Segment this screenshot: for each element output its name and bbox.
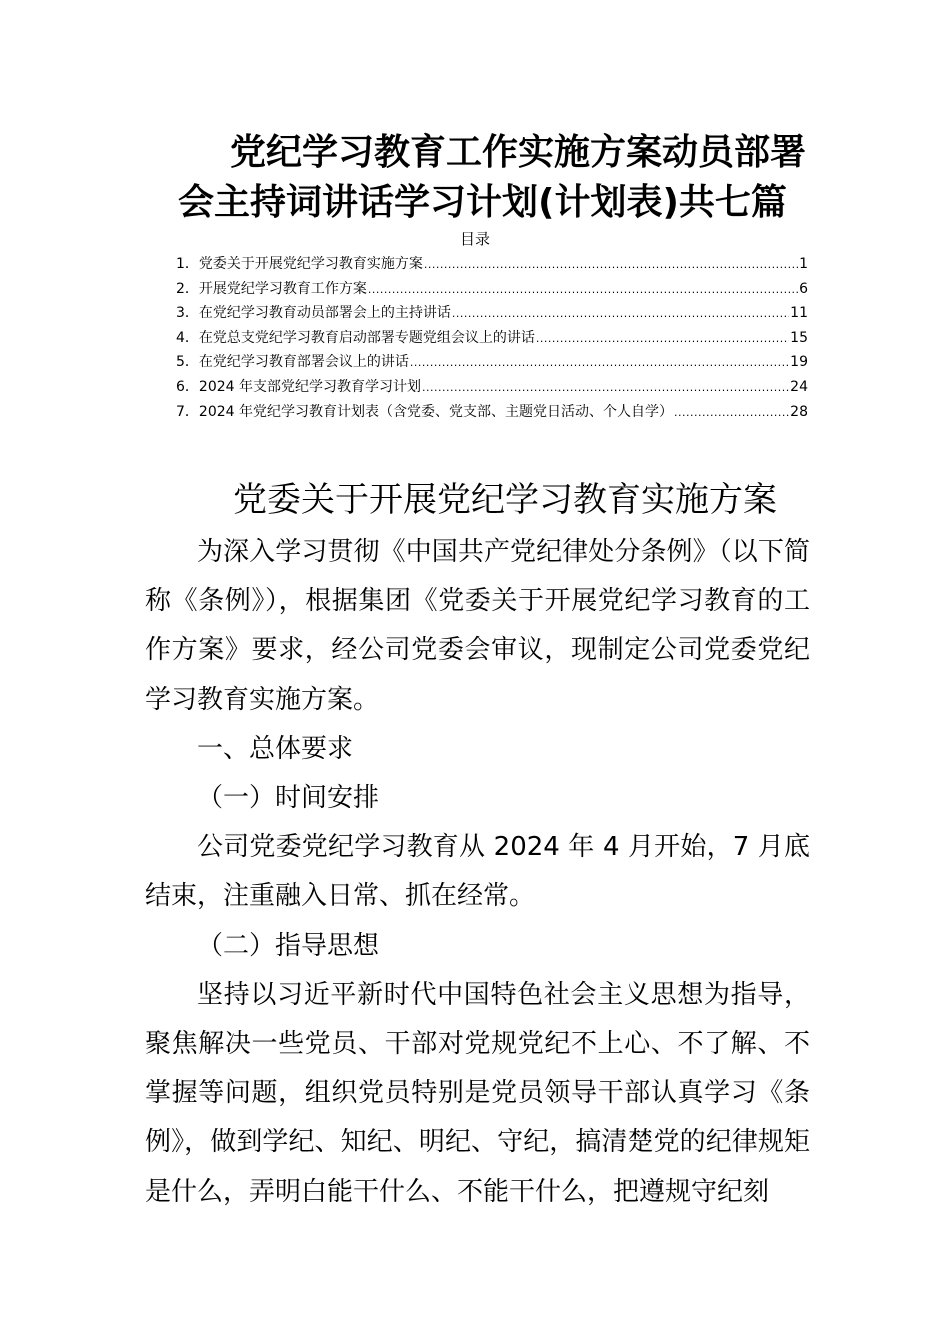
document-title-line-1: 党纪学习教育工作实施方案动员部署 [230, 132, 807, 173]
subheading-guiding-thought: （二）指导思想 [197, 930, 380, 961]
toc-item-4[interactable] [176, 326, 808, 351]
toc-item-page: 19 [790, 354, 808, 371]
schedule-paragraph: 公司党委党纪学习教育从 2024 年 4 月开始，7 月底结束，注重融入日常、抓在经常。 [145, 832, 810, 912]
toc-item-2[interactable] [176, 277, 808, 302]
toc-item-text: 4．在党总支党纪学习教育启动部署专题党组会议上的讲话 [176, 329, 535, 346]
toc-item-text: 6．2024 年支部党纪学习教育学习计划 [176, 378, 421, 395]
toc-leader-dots [422, 376, 789, 400]
guiding-thought-paragraph: 坚持以习近平新时代中国特色社会主义思想为指导，聚焦解决一些党员、干部对党规党纪不上心、不了解、不掌握等问题，组织党员特别是党员领导干部认真学习《条例》，做到学纪、知纪、明纪、守纪，搞清楚党的纪律规矩是什么，弄明白能干什么、不能干什么，把遵规守纪刻 [145, 979, 810, 1207]
toc-item-7[interactable] [176, 400, 808, 425]
toc-heading: 目录 [459, 230, 490, 248]
toc-leader-dots [674, 401, 789, 425]
toc-item-6[interactable] [176, 375, 808, 400]
section-title: 党委关于开展党纪学习教育实施方案 [233, 480, 777, 520]
toc-item-1[interactable] [176, 252, 808, 277]
intro-paragraph: 为深入学习贯彻《中国共产党纪律处分条例》（以下简称《条例》），根据集团《党委关于开展党纪学习教育的工作方案》要求，经公司党委会审议，现制定公司党委党纪学习教育实施方案。 [145, 537, 810, 715]
toc-item-page: 1 [799, 256, 808, 272]
toc-leader-dots [536, 327, 789, 351]
toc-item-page: 11 [790, 305, 808, 322]
toc-leader-dots [368, 278, 798, 302]
toc-item-text: 7．2024 年党纪学习教育计划表（含党委、党支部、主题党日活动、个人自学） [176, 403, 673, 420]
toc-item-3[interactable] [176, 301, 808, 326]
section-body [145, 528, 810, 1217]
toc-item-text: 5．在党纪学习教育部署会议上的讲话 [176, 354, 409, 371]
document-title-line-2: 会主持词讲话学习计划(计划表)共七篇 [178, 182, 787, 223]
toc-leader-dots [424, 253, 798, 277]
heading-general-requirements: 一、总体要求 [197, 733, 354, 764]
toc-item-page: 24 [790, 378, 808, 395]
subheading-schedule: （一）时间安排 [197, 783, 380, 814]
document-title [150, 128, 807, 228]
toc-item-5[interactable] [176, 350, 808, 375]
toc-item-page: 15 [790, 329, 808, 346]
toc-leader-dots [452, 302, 789, 326]
toc-item-text: 3．在党纪学习教育动员部署会上的主持讲话 [176, 305, 451, 322]
toc-item-page: 28 [790, 403, 808, 420]
table-of-contents [176, 252, 808, 424]
toc-item-text: 2．开展党纪学习教育工作方案 [176, 280, 367, 297]
toc-item-text: 1．党委关于开展党纪学习教育实施方案 [176, 256, 423, 272]
toc-leader-dots [410, 351, 789, 375]
toc-item-page: 6 [799, 280, 808, 297]
